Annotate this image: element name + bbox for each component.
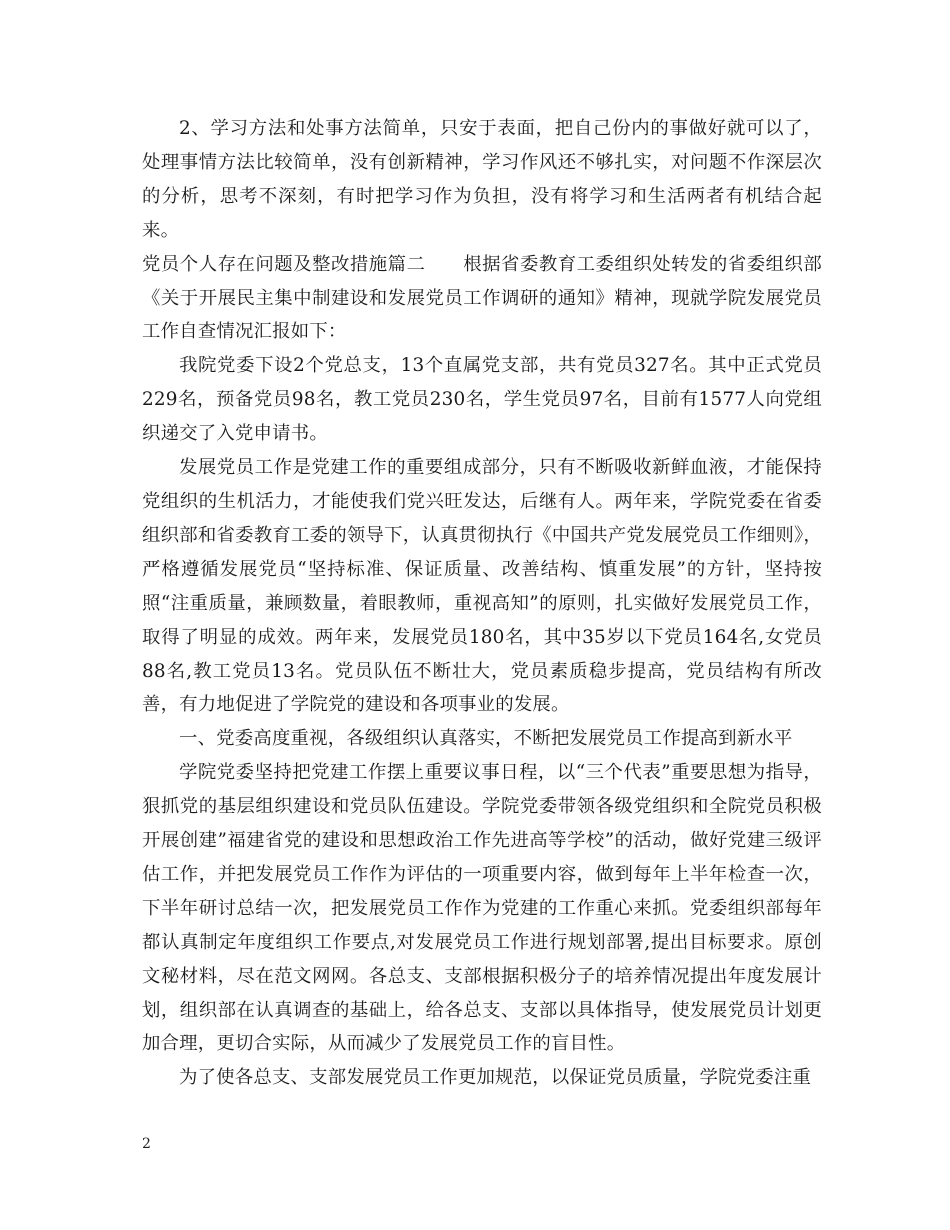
paragraph-member-statistics: 我院党委下设2个党总支，13个直属党支部，共有党员327名。其中正式党员229名，预备党员98名，教工党员230名，学生党员97名，目前有1577人向党组织递交了入党申请书。 bbox=[142, 355, 822, 445]
paragraph-study-methods: 2、学习方法和处事方法简单，只安于表面，把自己份内的事做好就可以了，处理事情方法比较简单，没有创新精神，学习作风还不够扎实，对问题不作深层次的分析，思考不深刻，有时把学习作为负担，没有将学习和生活两者有机结合起来。 bbox=[142, 118, 822, 241]
paragraph-party-committee-work: 学院党委坚持把党建工作摆上重要议事日程，以“三个代表”重要思想为指导，狠抓党的基层组织建设和党员队伍建设。学院党委带领各级党组织和全院党员积极开展创建”福建省党的建设和思想政治工作先进高等学校”的活动，做好党建三级评估工作，并把发展党员工作作为评估的一项重要内容，做到每年上半年检查一次，下半年研讨总结一次，把发展党员工作作为党建的工作重心来抓。党委组织部每年都认真制定年度组织工作要点,对发展党员工作进行规划部署,提出目标要求。原创文秘材料，尽在范文网网。各总支、支部根据积极分子的培养情况提出年度发展计划，组织部在认真调查的基础上，给各总支、支部以具体指导，使发展党员计划更加合理，更切合实际，从而减少了发展党员工作的盲目性。 bbox=[142, 762, 822, 1055]
page-number: 2 bbox=[142, 1136, 151, 1152]
paragraph-development-overview: 发展党员工作是党建工作的重要组成部分，只有不断吸收新鲜血液，才能保持党组织的生机活力，才能使我们党兴旺发达，后继有人。两年来，学院党委在省委组织部和省委教育工委的领导下，认真贯彻执行《中国共产党发展党员工作细则》，严格遵循发展党员“坚持标准、保证质量、改善结构、慎重发展”的方针，坚持按照“注重质量，兼顾数量，着眼教师，重视高知”的原则，扎实做好发展党员工作，取得了明显的成效。两年来，发展党员180名，其中35岁以下党员164名,女党员88名,教工党员13名。党员队伍不断壮大，党员素质稳步提高，党员结构有所改善，有力地促进了学院党的建设和各项事业的发展。 bbox=[142, 457, 822, 716]
paragraph-report-intro: 党员个人存在问题及整改措施篇二 根据省委教育工委组织处转发的省委组织部《关于开展民主集中制建设和发展党员工作调研的通知》精神，现就学院发展党员工作自查情况汇报如下： bbox=[142, 253, 822, 343]
document-body bbox=[142, 112, 822, 1095]
paragraph-standardization: 为了使各总支、支部发展党员工作更加规范，以保证党员质量，学院党委注重 bbox=[179, 1067, 812, 1089]
section-heading-one: 一、党委高度重视，各级组织认真落实，不断把发展党员工作提高到新水平 bbox=[179, 728, 793, 750]
